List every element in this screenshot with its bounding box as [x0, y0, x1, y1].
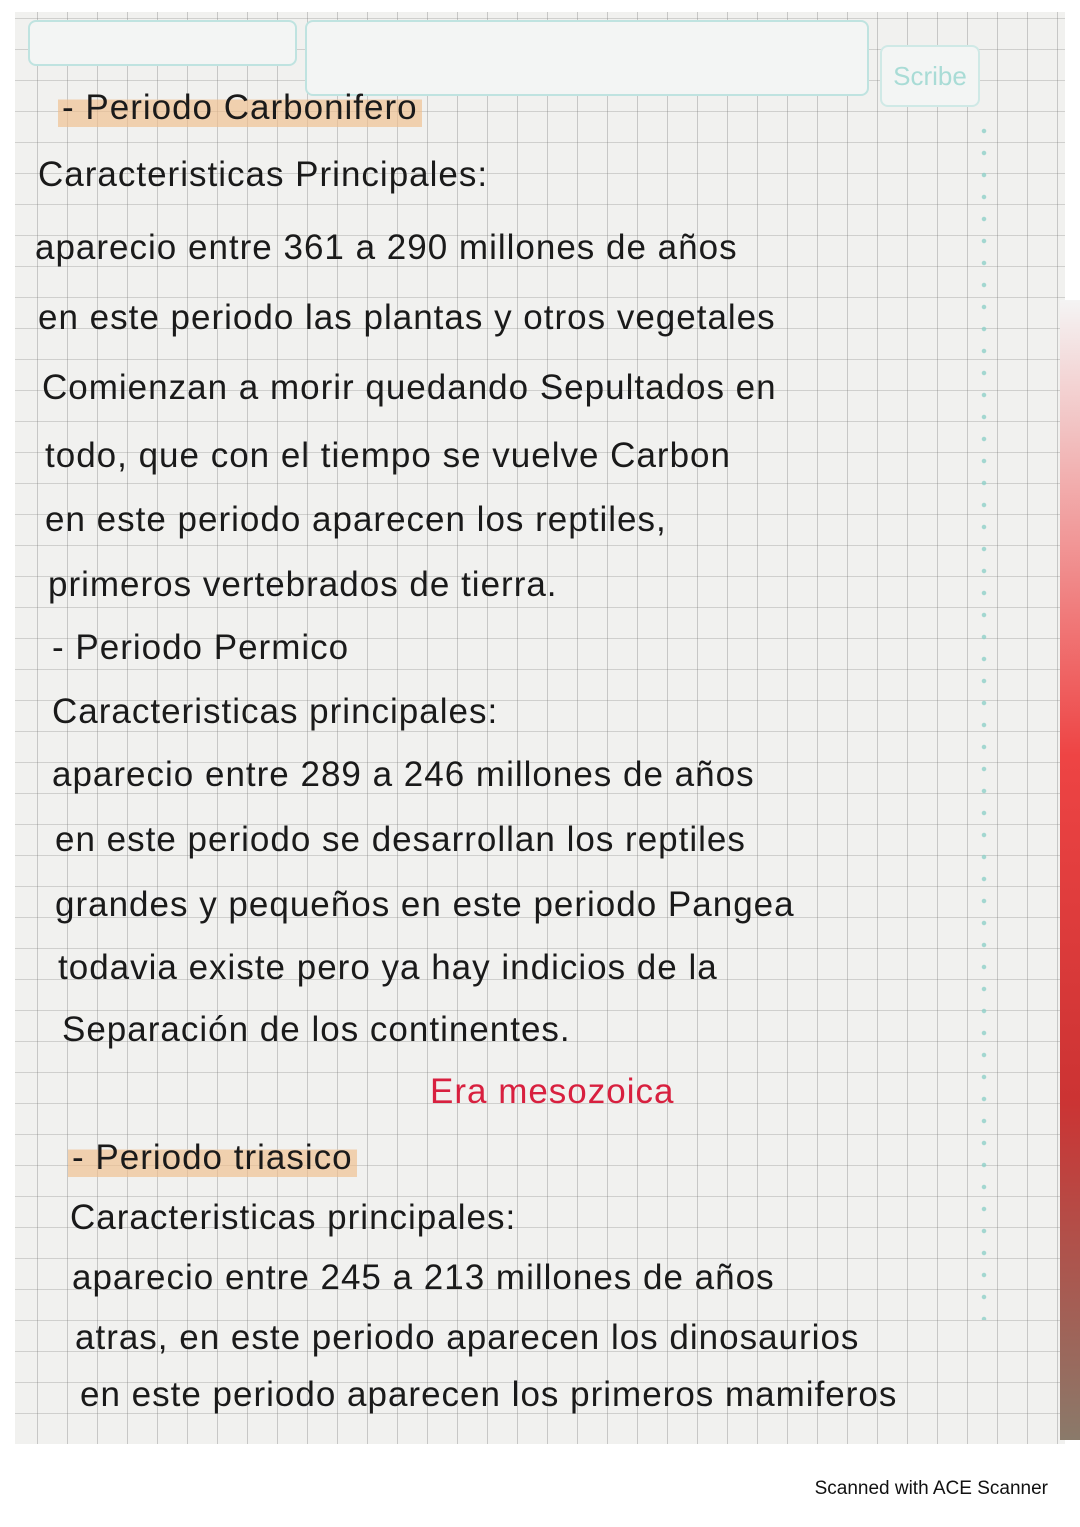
- text-line: grandes y pequeños en este periodo Pangea: [55, 885, 795, 924]
- text-line: Comienzan a morir quedando Sepultados en: [42, 368, 777, 407]
- notebook-brand-logo: Scribe: [880, 45, 980, 107]
- subheading: Caracteristicas Principales:: [38, 155, 489, 194]
- text-line: en este periodo se desarrollan los reptiles: [55, 820, 746, 859]
- text-line: aparecio entre 361 a 290 millones de años: [35, 228, 738, 267]
- text-line: Separación de los continentes.: [62, 1010, 571, 1049]
- subheading: Caracteristicas principales:: [70, 1198, 517, 1237]
- scanner-watermark: Scanned with ACE Scanner: [814, 1478, 1048, 1499]
- text-line: aparecio entre 289 a 246 millones de años: [52, 755, 755, 794]
- heading-permico: - Periodo Permico: [52, 628, 350, 667]
- text-line: en este periodo las plantas y otros vegetales: [38, 298, 776, 337]
- title-box: [305, 20, 869, 96]
- notebook-cover-edge: [1060, 300, 1080, 1440]
- text-line: primeros vertebrados de tierra.: [48, 565, 558, 604]
- heading-triasico: - Periodo triasico: [68, 1138, 357, 1178]
- decorative-border: [975, 120, 993, 1320]
- text-line: aparecio entre 245 a 213 millones de años: [72, 1258, 775, 1297]
- date-box: [28, 20, 297, 66]
- heading-carbonifero: - Periodo Carbonifero: [58, 88, 422, 128]
- era-title: Era mesozoica: [430, 1072, 675, 1111]
- text-line: atras, en este periodo aparecen los dinosaurios: [75, 1318, 860, 1357]
- text-line: en este periodo aparecen los primeros mamiferos: [80, 1375, 898, 1414]
- text-line: en este periodo aparecen los reptiles,: [45, 500, 667, 539]
- text-line: todavia existe pero ya hay indicios de la: [58, 948, 718, 987]
- text-line: todo, que con el tiempo se vuelve Carbon: [45, 436, 731, 475]
- subheading: Caracteristicas principales:: [52, 692, 499, 731]
